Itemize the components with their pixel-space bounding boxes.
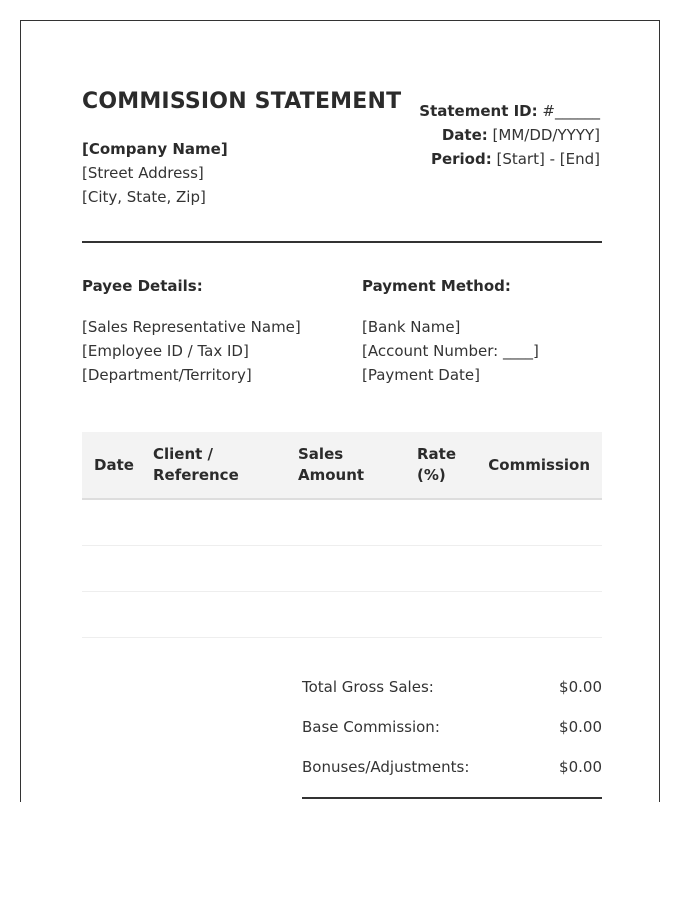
company-city: [City, State, Zip] (82, 188, 206, 206)
base-commission-row (302, 718, 602, 758)
date-line (419, 123, 600, 147)
header-sales-line1: Sales (298, 445, 344, 463)
payment-date: [Payment Date] (362, 366, 480, 384)
totals-divider (302, 797, 602, 799)
statement-sheet (20, 20, 660, 802)
base-commission-value: $0.00 (559, 718, 602, 736)
base-commission-label: Base Commission: (302, 718, 440, 736)
totals-block (302, 678, 602, 798)
statement-id-value: #______ (542, 102, 600, 120)
total-gross-sales-label: Total Gross Sales: (302, 678, 434, 696)
header-client-line1: Client / (153, 445, 214, 463)
date-label: Date: (441, 126, 488, 144)
date-value: [MM/DD/YYYY] (492, 126, 600, 144)
header-commission: Commission (488, 456, 590, 474)
header-client (153, 444, 239, 486)
commission-table (82, 432, 602, 638)
statement-id-line (419, 99, 600, 123)
table-row (82, 500, 602, 546)
header-date: Date (94, 456, 134, 474)
header-rate (417, 444, 456, 486)
header-rate-line2: (%) (417, 466, 446, 484)
header-sales-line2: Amount (298, 466, 365, 484)
payment-account: [Account Number: ____] (362, 342, 539, 360)
payee-name: [Sales Representative Name] (82, 318, 301, 336)
company-street: [Street Address] (82, 164, 204, 182)
payment-details (362, 315, 539, 387)
statement-id-label: Statement ID: (419, 102, 538, 120)
header-rate-line1: Rate (417, 445, 457, 463)
period-value: [Start] - [End] (496, 150, 600, 168)
header-divider (82, 241, 602, 243)
payment-title: Payment Method: (362, 277, 511, 295)
payment-bank: [Bank Name] (362, 318, 461, 336)
period-line (419, 147, 600, 171)
bonuses-value: $0.00 (559, 758, 602, 776)
bonuses-label: Bonuses/Adjustments: (302, 758, 470, 776)
table-header (82, 432, 602, 500)
period-label: Period: (430, 150, 492, 168)
payee-details (82, 315, 301, 387)
document-title: COMMISSION STATEMENT (82, 89, 402, 114)
header-sales (298, 444, 364, 486)
table-row (82, 546, 602, 592)
total-gross-sales-row (302, 678, 602, 718)
payee-title: Payee Details: (82, 277, 203, 295)
company-block (82, 137, 228, 209)
payee-department: [Department/Territory] (82, 366, 252, 384)
table-row (82, 592, 602, 638)
header-client-line2: Reference (153, 466, 239, 484)
company-name: [Company Name] (82, 140, 228, 158)
bonuses-row (302, 758, 602, 798)
payee-employee-id: [Employee ID / Tax ID] (82, 342, 249, 360)
total-gross-sales-value: $0.00 (559, 678, 602, 696)
statement-meta (419, 99, 600, 171)
